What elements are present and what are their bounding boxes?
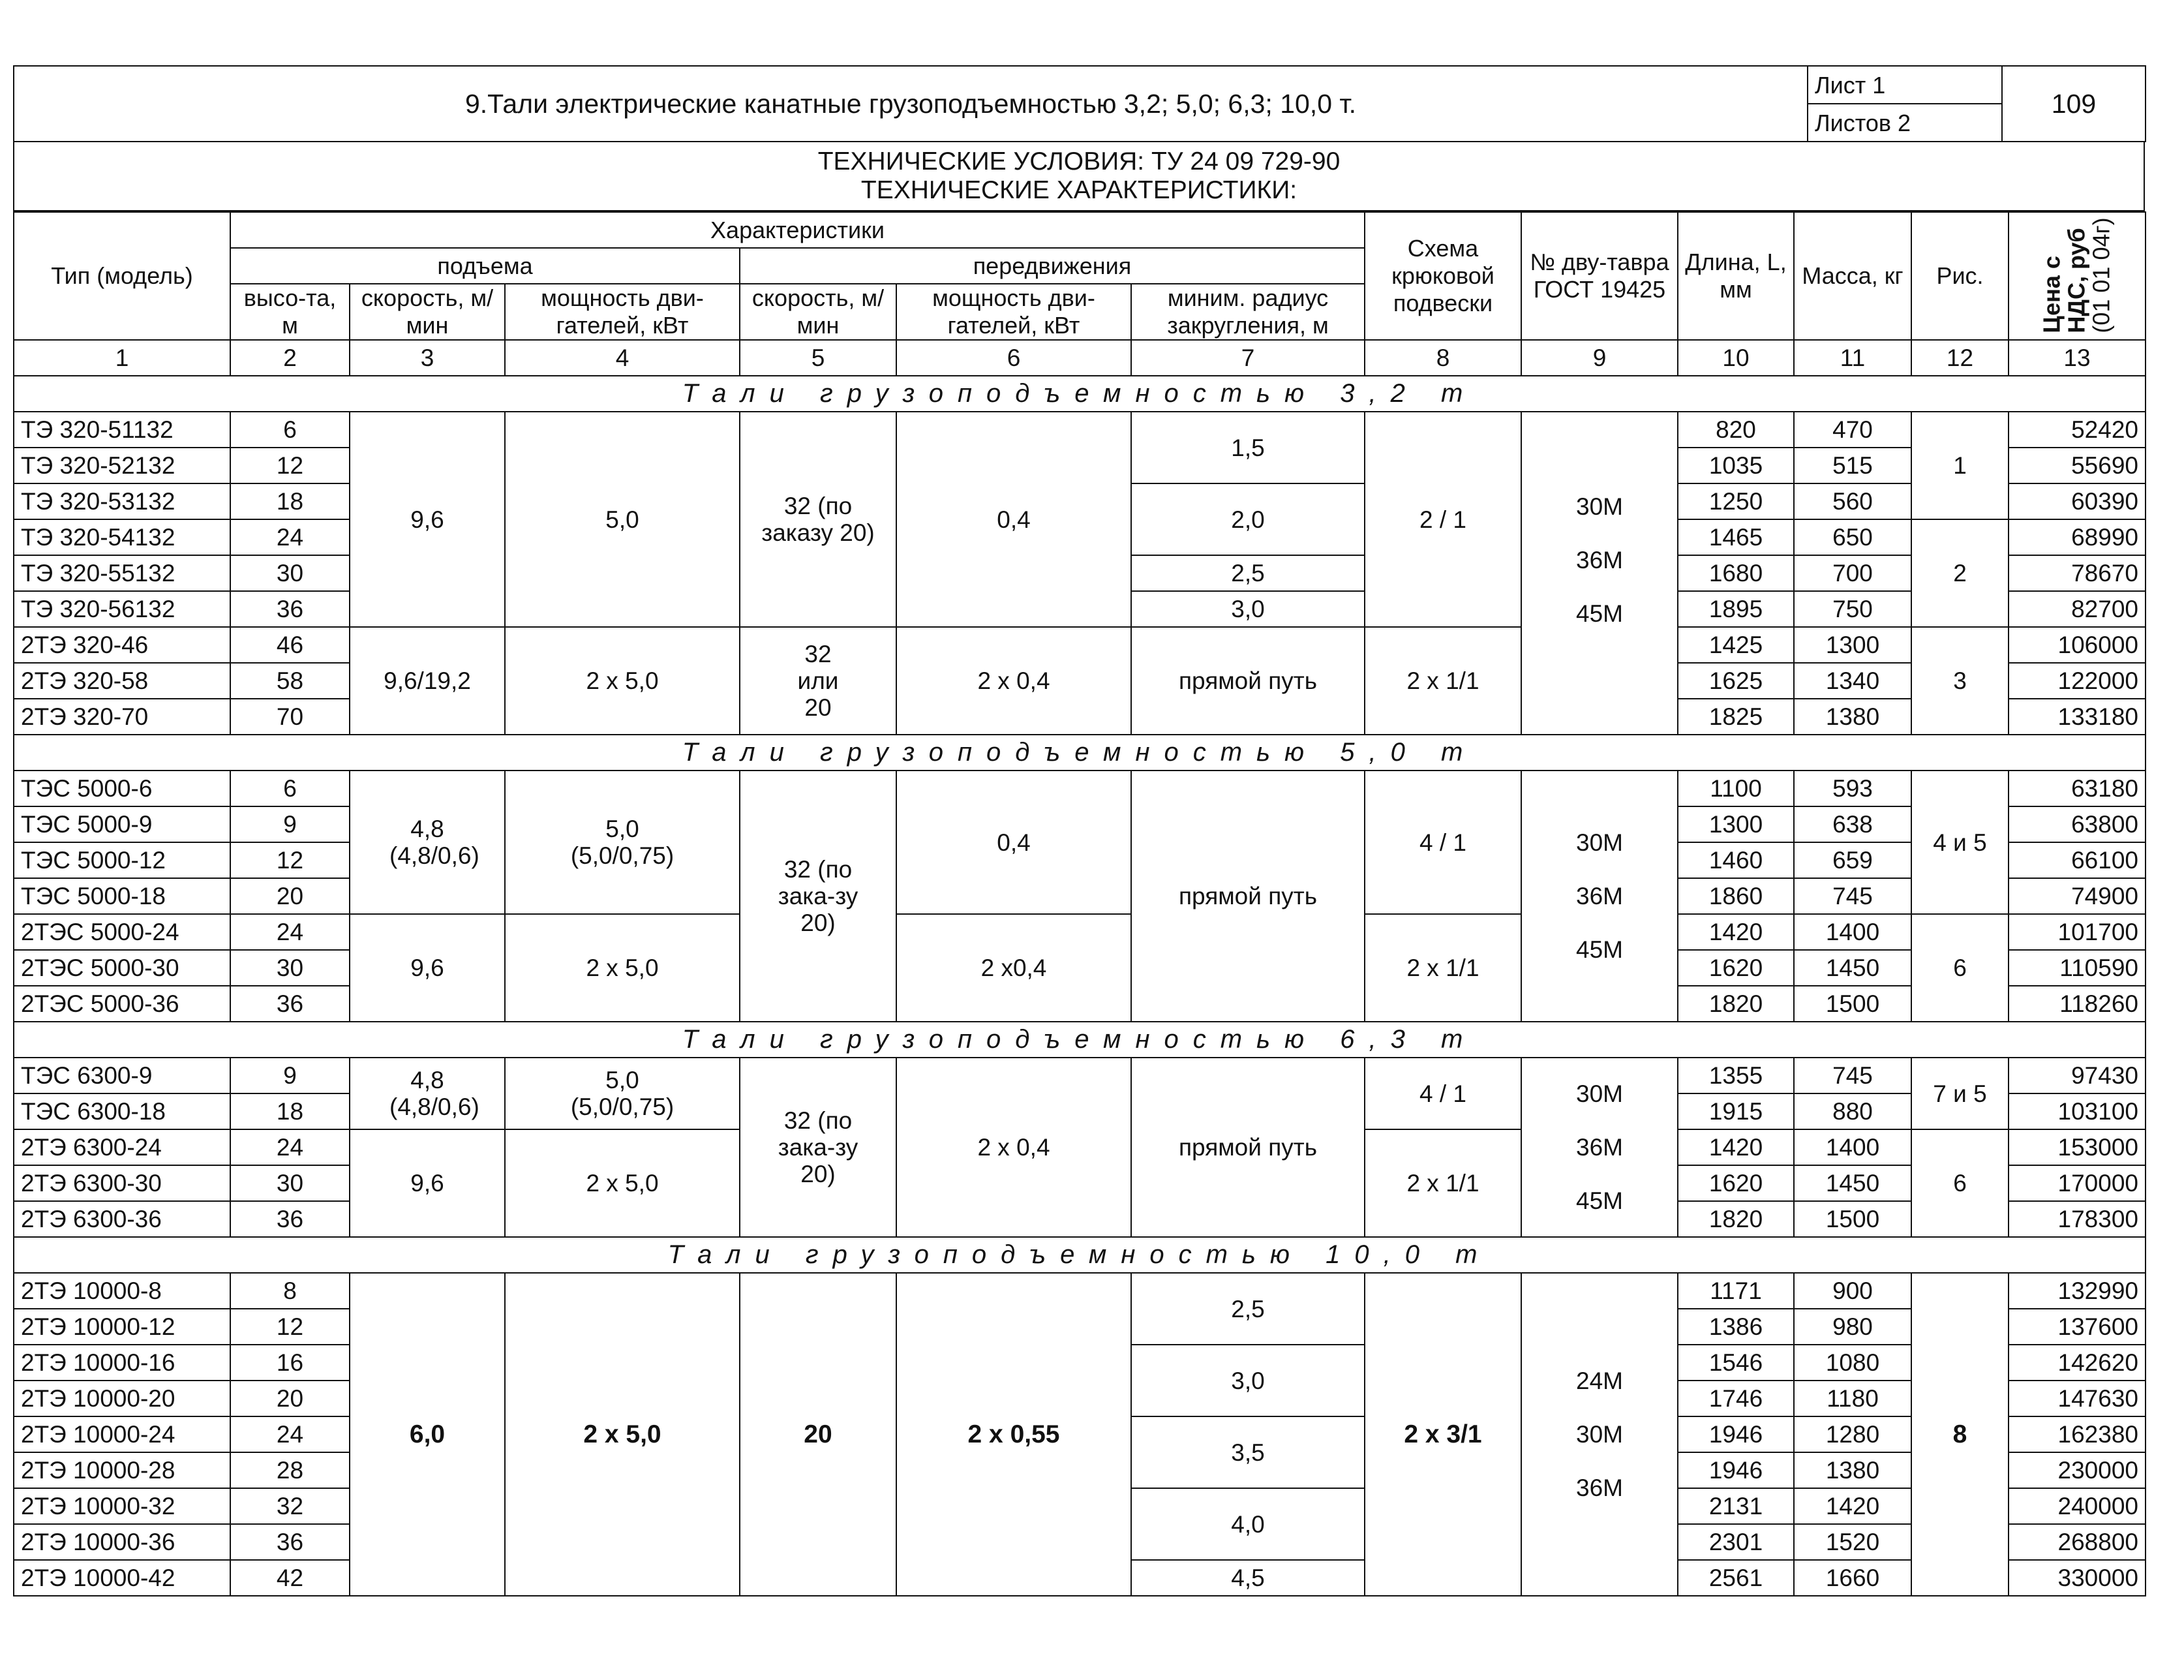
section-heading-3-2t: Тали грузоподъемностью 3,2 т: [14, 376, 2146, 412]
price-label-line2: НДС, руб: [2063, 228, 2090, 333]
column-number: 13: [2009, 340, 2146, 376]
price-cell: 66100: [2009, 842, 2146, 878]
height-cell: 16: [230, 1345, 350, 1381]
height-cell: 42: [230, 1560, 350, 1596]
specifications-table: [13, 211, 2146, 1596]
header-travel-group: передвижения: [740, 248, 1365, 284]
price-cell: 268800: [2009, 1524, 2146, 1560]
conditions-label: ТЕХНИЧЕСКИЕ УСЛОВИЯ:: [817, 147, 1145, 176]
radius-cell: прямой путь: [1131, 627, 1365, 735]
header-travel-speed: скорость, м/мин: [740, 284, 896, 340]
travel-power-cell: 0,4: [896, 412, 1131, 627]
price-cell: 170000: [2009, 1165, 2146, 1201]
model-cell: 2ТЭ 6300-36: [14, 1201, 230, 1237]
hook-scheme-cell: 4 / 1: [1365, 1058, 1521, 1129]
header-price: [2009, 212, 2146, 340]
header-height: высо-та, м: [230, 284, 350, 340]
price-cell: 110590: [2009, 950, 2146, 986]
height-cell: 24: [230, 914, 350, 950]
model-cell: 2ТЭС 5000-24: [14, 914, 230, 950]
model-cell: 2ТЭ 10000-42: [14, 1560, 230, 1596]
column-number: 11: [1794, 340, 1911, 376]
price-cell: 55690: [2009, 448, 2146, 483]
height-cell: 12: [230, 1309, 350, 1345]
column-number: 4: [505, 340, 740, 376]
travel-power-cell: 2 х 0,4: [896, 627, 1131, 735]
column-number: 1: [14, 340, 230, 376]
model-cell: ТЭ 320-56132: [14, 591, 230, 627]
length-cell: 1460: [1678, 842, 1794, 878]
mass-cell: 1180: [1794, 1381, 1911, 1416]
header-lift-speed: скорость, м/мин: [350, 284, 505, 340]
beam-value: 30М: [1576, 1421, 1623, 1448]
model-cell: ТЭС 5000-6: [14, 771, 230, 806]
height-cell: 20: [230, 878, 350, 914]
model-cell: 2ТЭ 320-58: [14, 663, 230, 699]
price-cell: 137600: [2009, 1309, 2146, 1345]
mass-cell: 470: [1794, 412, 1911, 448]
length-cell: 1546: [1678, 1345, 1794, 1381]
lift-speed-cell: 4,8 (4,8/0,6): [350, 1058, 505, 1129]
column-number: 8: [1365, 340, 1521, 376]
model-cell: ТЭ 320-55132: [14, 555, 230, 591]
length-cell: 1300: [1678, 806, 1794, 842]
mass-cell: 1500: [1794, 1201, 1911, 1237]
header-type: Тип (модель): [14, 212, 230, 340]
model-cell: 2ТЭ 6300-24: [14, 1129, 230, 1165]
column-number: 10: [1678, 340, 1794, 376]
header-length: Длина, L, мм: [1678, 212, 1794, 340]
mass-cell: 638: [1794, 806, 1911, 842]
price-cell: 142620: [2009, 1345, 2146, 1381]
mass-cell: 1450: [1794, 1165, 1911, 1201]
mass-cell: 700: [1794, 555, 1911, 591]
model-cell: 2ТЭ 10000-20: [14, 1381, 230, 1416]
price-cell: 63180: [2009, 771, 2146, 806]
height-cell: 24: [230, 519, 350, 555]
figure-cell: 8: [1911, 1273, 2009, 1596]
column-number: 2: [230, 340, 350, 376]
hook-scheme-cell: 4 / 1: [1365, 771, 1521, 914]
height-cell: 9: [230, 1058, 350, 1093]
length-cell: 1035: [1678, 448, 1794, 483]
beam-value: 45М: [1576, 936, 1623, 963]
lift-speed-cell: 6,0: [350, 1273, 505, 1596]
length-cell: 2301: [1678, 1524, 1794, 1560]
mass-cell: 593: [1794, 771, 1911, 806]
price-cell: 97430: [2009, 1058, 2146, 1093]
height-cell: 46: [230, 627, 350, 663]
height-cell: 12: [230, 842, 350, 878]
mass-cell: 1380: [1794, 1452, 1911, 1488]
height-cell: 8: [230, 1273, 350, 1309]
price-cell: 52420: [2009, 412, 2146, 448]
mass-cell: 1380: [1794, 699, 1911, 735]
radius-cell: 3,0: [1131, 591, 1365, 627]
length-cell: 1425: [1678, 627, 1794, 663]
mass-cell: 750: [1794, 591, 1911, 627]
length-cell: 1100: [1678, 771, 1794, 806]
radius-cell: 4,5: [1131, 1560, 1365, 1596]
length-cell: 1250: [1678, 483, 1794, 519]
sheet-count: Листов 2: [1808, 104, 2002, 142]
model-cell: 2ТЭС 5000-36: [14, 986, 230, 1022]
model-cell: ТЭС 5000-18: [14, 878, 230, 914]
lift-power-cell: 2 х 5,0: [505, 1273, 740, 1596]
mass-cell: 1300: [1794, 627, 1911, 663]
price-cell: 68990: [2009, 519, 2146, 555]
figure-cell: 6: [1911, 1129, 2009, 1237]
length-cell: 1620: [1678, 950, 1794, 986]
height-cell: 18: [230, 483, 350, 519]
height-cell: 30: [230, 950, 350, 986]
technical-conditions-cell: [14, 142, 2144, 211]
mass-cell: 1280: [1794, 1416, 1911, 1452]
header-figure: Рис.: [1911, 212, 2009, 340]
length-cell: 1420: [1678, 914, 1794, 950]
beam-value: 45М: [1576, 600, 1623, 627]
height-cell: 36: [230, 1524, 350, 1560]
price-label-line1: Цена с: [2039, 256, 2065, 333]
length-cell: 1355: [1678, 1058, 1794, 1093]
height-cell: 20: [230, 1381, 350, 1416]
price-cell: 78670: [2009, 555, 2146, 591]
height-cell: 58: [230, 663, 350, 699]
mass-cell: 980: [1794, 1309, 1911, 1345]
length-cell: 1620: [1678, 1165, 1794, 1201]
beam-value: 24М: [1576, 1367, 1623, 1394]
travel-power-cell: 2 х 0,55: [896, 1273, 1131, 1596]
length-cell: 1946: [1678, 1452, 1794, 1488]
length-cell: 820: [1678, 412, 1794, 448]
price-cell: 118260: [2009, 986, 2146, 1022]
lift-power-cell: 2 х 5,0: [505, 1129, 740, 1237]
column-number: 6: [896, 340, 1131, 376]
column-number: 5: [740, 340, 896, 376]
length-cell: 1680: [1678, 555, 1794, 591]
section-heading-10-0t: Тали грузоподъемностью 10,0 т: [14, 1237, 2146, 1273]
mass-cell: 515: [1794, 448, 1911, 483]
hook-scheme-cell: 2 х 1/1: [1365, 914, 1521, 1022]
beam-value: 30М: [1576, 493, 1623, 520]
price-cell: 106000: [2009, 627, 2146, 663]
mass-cell: 1080: [1794, 1345, 1911, 1381]
length-cell: 1895: [1678, 591, 1794, 627]
model-cell: ТЭ 320-53132: [14, 483, 230, 519]
height-cell: 70: [230, 699, 350, 735]
model-cell: 2ТЭ 10000-28: [14, 1452, 230, 1488]
model-cell: ТЭС 5000-12: [14, 842, 230, 878]
radius-cell: 3,0: [1131, 1345, 1365, 1416]
title-block: [13, 65, 2146, 142]
travel-speed-cell: 32 (по заказу 20): [740, 412, 896, 627]
price-label-rotated: [2040, 217, 2114, 333]
length-cell: 1915: [1678, 1093, 1794, 1129]
model-cell: 2ТЭ 320-46: [14, 627, 230, 663]
hook-scheme-cell: 2 х 1/1: [1365, 627, 1521, 735]
travel-power-cell: 2 х0,4: [896, 914, 1131, 1022]
radius-cell: 4,0: [1131, 1488, 1365, 1560]
price-cell: 60390: [2009, 483, 2146, 519]
lift-speed-cell: 9,6/19,2: [350, 627, 505, 735]
lift-speed-cell: 4,8 (4,8/0,6): [350, 771, 505, 914]
column-numbers-row: [14, 340, 2146, 376]
beam-value: 36М: [1576, 1474, 1623, 1501]
beam-value: 30М: [1576, 1080, 1623, 1107]
mass-cell: 745: [1794, 1058, 1911, 1093]
travel-power-cell: 2 х 0,4: [896, 1058, 1131, 1237]
mass-cell: 659: [1794, 842, 1911, 878]
model-cell: 2ТЭ 320-70: [14, 699, 230, 735]
radius-cell: 2,0: [1131, 483, 1365, 555]
length-cell: 1825: [1678, 699, 1794, 735]
model-cell: ТЭ 320-54132: [14, 519, 230, 555]
lift-speed-cell: 9,6: [350, 914, 505, 1022]
price-cell: 178300: [2009, 1201, 2146, 1237]
column-number: 3: [350, 340, 505, 376]
model-cell: 2ТЭС 5000-30: [14, 950, 230, 986]
radius-cell: 1,5: [1131, 412, 1365, 483]
travel-speed-cell: 20: [740, 1273, 896, 1596]
header-characteristics: Характеристики: [230, 212, 1365, 248]
beam-value: 36М: [1576, 1134, 1623, 1161]
hook-scheme-cell: 2 х 1/1: [1365, 1129, 1521, 1237]
length-cell: 1820: [1678, 1201, 1794, 1237]
height-cell: 36: [230, 591, 350, 627]
length-cell: 1420: [1678, 1129, 1794, 1165]
travel-speed-cell: 32 (по зака-зу 20): [740, 1058, 896, 1237]
model-cell: ТЭС 5000-9: [14, 806, 230, 842]
length-cell: 1746: [1678, 1381, 1794, 1416]
mass-cell: 1660: [1794, 1560, 1911, 1596]
travel-speed-cell: 32 или 20: [740, 627, 896, 735]
mass-cell: 880: [1794, 1093, 1911, 1129]
mass-cell: 900: [1794, 1273, 1911, 1309]
sheet-number: Лист 1: [1808, 66, 2002, 104]
height-cell: 30: [230, 555, 350, 591]
characteristics-heading: ТЕХНИЧЕСКИЕ ХАРАКТЕРИСТИКИ:: [860, 176, 1297, 204]
length-cell: 1465: [1678, 519, 1794, 555]
length-cell: 1386: [1678, 1309, 1794, 1345]
header-mass: Масса, кг: [1794, 212, 1911, 340]
hook-scheme-cell: 2 / 1: [1365, 412, 1521, 627]
price-cell: 147630: [2009, 1381, 2146, 1416]
mass-cell: 1340: [1794, 663, 1911, 699]
radius-cell: прямой путь: [1131, 771, 1365, 1022]
price-cell: 74900: [2009, 878, 2146, 914]
lift-power-cell: 5,0: [505, 412, 740, 627]
model-cell: 2ТЭ 10000-8: [14, 1273, 230, 1309]
lift-power-cell: 2 х 5,0: [505, 914, 740, 1022]
mass-cell: 1450: [1794, 950, 1911, 986]
figure-cell: 6: [1911, 914, 2009, 1022]
price-cell: 101700: [2009, 914, 2146, 950]
column-number: 7: [1131, 340, 1365, 376]
length-cell: 1820: [1678, 986, 1794, 1022]
height-cell: 6: [230, 771, 350, 806]
height-cell: 30: [230, 1165, 350, 1201]
beam-value: 36М: [1576, 546, 1623, 573]
height-cell: 18: [230, 1093, 350, 1129]
height-cell: 24: [230, 1129, 350, 1165]
radius-cell: 3,5: [1131, 1416, 1365, 1488]
mass-cell: 560: [1794, 483, 1911, 519]
model-cell: ТЭ 320-51132: [14, 412, 230, 448]
mass-cell: 650: [1794, 519, 1911, 555]
price-label-line3: (01 01 04г): [2088, 217, 2115, 333]
technical-conditions: [13, 142, 2145, 211]
height-cell: 9: [230, 806, 350, 842]
document-title: 9.Тали электрические канатные грузоподъемностью 3,2; 5,0; 6,3; 10,0 т.: [14, 66, 1808, 142]
mass-cell: 1400: [1794, 914, 1911, 950]
price-cell: 230000: [2009, 1452, 2146, 1488]
header-travel-power: мощность дви-гателей, кВт: [896, 284, 1131, 340]
model-cell: 2ТЭ 10000-36: [14, 1524, 230, 1560]
model-cell: 2ТЭ 6300-30: [14, 1165, 230, 1201]
radius-cell: прямой путь: [1131, 1058, 1365, 1237]
lift-power-cell: 2 х 5,0: [505, 627, 740, 735]
length-cell: 1171: [1678, 1273, 1794, 1309]
model-cell: ТЭ 320-52132: [14, 448, 230, 483]
section-heading-6-3t: Тали грузоподъемностью 6,3 т: [14, 1022, 2146, 1058]
mass-cell: 1520: [1794, 1524, 1911, 1560]
price-cell: 133180: [2009, 699, 2146, 735]
price-cell: 240000: [2009, 1488, 2146, 1524]
length-cell: 1860: [1678, 878, 1794, 914]
column-number: 9: [1521, 340, 1678, 376]
header-lift-group: подъема: [230, 248, 740, 284]
height-cell: 24: [230, 1416, 350, 1452]
header-hook-scheme: Схема крюковой подвески: [1365, 212, 1521, 340]
mass-cell: 745: [1794, 878, 1911, 914]
section-heading-5-0t: Тали грузоподъемностью 5,0 т: [14, 735, 2146, 771]
model-cell: 2ТЭ 10000-32: [14, 1488, 230, 1524]
page-number: 109: [2002, 66, 2146, 142]
beam-cell: [1521, 1058, 1678, 1237]
length-cell: 1625: [1678, 663, 1794, 699]
beam-value: 36М: [1576, 883, 1623, 909]
price-sheet: [13, 65, 2145, 1596]
height-cell: 32: [230, 1488, 350, 1524]
height-cell: 36: [230, 986, 350, 1022]
price-cell: 153000: [2009, 1129, 2146, 1165]
figure-cell: 7 и 5: [1911, 1058, 2009, 1129]
lift-speed-cell: 9,6: [350, 1129, 505, 1237]
length-cell: 2131: [1678, 1488, 1794, 1524]
model-cell: ТЭС 6300-9: [14, 1058, 230, 1093]
header-lift-power: мощность дви-гателей, кВт: [505, 284, 740, 340]
price-cell: 162380: [2009, 1416, 2146, 1452]
model-cell: 2ТЭ 10000-12: [14, 1309, 230, 1345]
model-cell: 2ТЭ 10000-16: [14, 1345, 230, 1381]
model-cell: ТЭС 6300-18: [14, 1093, 230, 1129]
beam-cell: [1521, 771, 1678, 1022]
mass-cell: 1500: [1794, 986, 1911, 1022]
price-cell: 122000: [2009, 663, 2146, 699]
height-cell: 6: [230, 412, 350, 448]
length-cell: 1946: [1678, 1416, 1794, 1452]
radius-cell: 2,5: [1131, 1273, 1365, 1345]
lift-speed-cell: 9,6: [350, 412, 505, 627]
figure-cell: 1: [1911, 412, 2009, 519]
price-cell: 132990: [2009, 1273, 2146, 1309]
beam-cell: [1521, 412, 1678, 735]
height-cell: 36: [230, 1201, 350, 1237]
height-cell: 12: [230, 448, 350, 483]
height-cell: 28: [230, 1452, 350, 1488]
mass-cell: 1400: [1794, 1129, 1911, 1165]
lift-power-cell: 5,0 (5,0/0,75): [505, 1058, 740, 1129]
price-cell: 330000: [2009, 1560, 2146, 1596]
figure-cell: 3: [1911, 627, 2009, 735]
hook-scheme-cell: 2 х 3/1: [1365, 1273, 1521, 1596]
figure-cell: 4 и 5: [1911, 771, 2009, 914]
figure-cell: 2: [1911, 519, 2009, 627]
price-cell: 82700: [2009, 591, 2146, 627]
beam-value: 45М: [1576, 1187, 1623, 1214]
travel-speed-cell: 32 (по зака-зу 20): [740, 771, 896, 1022]
column-number: 12: [1911, 340, 2009, 376]
header-beam-number: № дву-тавра ГОСТ 19425: [1521, 212, 1678, 340]
beam-cell: [1521, 1273, 1678, 1596]
mass-cell: 1420: [1794, 1488, 1911, 1524]
travel-power-cell: 0,4: [896, 771, 1131, 914]
conditions-value: ТУ 24 09 729-90: [1144, 147, 1341, 176]
radius-cell: 2,5: [1131, 555, 1365, 591]
model-cell: 2ТЭ 10000-24: [14, 1416, 230, 1452]
lift-power-cell: 5,0 (5,0/0,75): [505, 771, 740, 914]
price-cell: 63800: [2009, 806, 2146, 842]
header-radius: миним. радиус закругления, м: [1131, 284, 1365, 340]
price-cell: 103100: [2009, 1093, 2146, 1129]
beam-value: 30М: [1576, 829, 1623, 856]
length-cell: 2561: [1678, 1560, 1794, 1596]
